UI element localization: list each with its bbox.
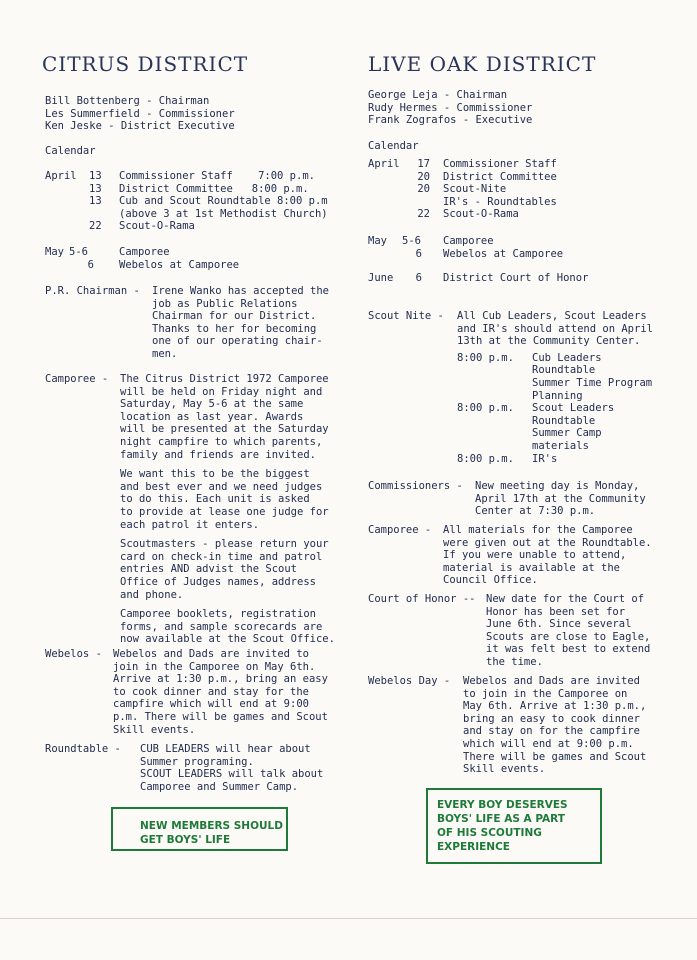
section-label: Webelos Day - bbox=[368, 675, 451, 687]
calendar-row: 13 Cub and Scout Roundtable 8:00 p.m bbox=[89, 195, 328, 208]
boys-life-box-right: EVERY BOY DESERVES BOYS' LIFE AS A PART OF HIS SCOUTING EXPERIENCE bbox=[426, 788, 602, 864]
section-label: Court of Honor -- bbox=[368, 593, 476, 605]
officer-line: Frank Zografos - Executive bbox=[368, 114, 533, 127]
webelos-section: Webelos - Webelos and Dads are invited to join in the Camporee on May 6th. Arrive at 1:30 p.m., bring an easy to cook dinner and stay for the campfire which will end at 9:00 p.m. There will be games and Scout Skill events. bbox=[45, 648, 328, 736]
citrus-officers bbox=[45, 95, 235, 133]
calendar-row: April 13 Commissioner Staff 7:00 p.m. bbox=[45, 170, 315, 182]
citrus-calendar-april bbox=[45, 170, 328, 233]
commissioners-section: Commissioners - New meeting day is Monday, April 17th at the Community Center at 7:30 p.m. bbox=[368, 480, 646, 518]
section-label: P.R. Chairman - bbox=[45, 285, 140, 297]
calendar-row: 20 District Committee bbox=[417, 170, 557, 183]
calendar-row: April 17 Commissioner Staff bbox=[368, 158, 557, 170]
citrus-calendar-label: Calendar bbox=[45, 145, 96, 157]
calendar-row: June 6 District Court of Honor bbox=[368, 272, 589, 284]
section-label: Camporee - bbox=[45, 373, 109, 385]
live-oak-calendar-june bbox=[368, 272, 588, 285]
court-of-honor-section: Court of Honor -- New date for the Court of Honor has been set for June 6th. Since several Scouts are close to Eagle, it was felt best to extend the time. bbox=[368, 593, 651, 668]
pr-chairman-section: P.R. Chairman - Irene Wanko has accepted the job as Public Relations Chairman for our District. Thanks to her for becoming one of our operating chair- men. bbox=[45, 285, 330, 360]
calendar-row: IR's - Roundtables bbox=[443, 195, 557, 208]
officer-line: George Leja - Chairman bbox=[368, 89, 508, 101]
live-oak-calendar-may bbox=[368, 235, 563, 260]
calendar-row: May 5-6 Camporee bbox=[45, 246, 170, 258]
page-bottom-edge bbox=[0, 918, 697, 919]
scout-nite-section: Scout Nite - All Cub Leaders, Scout Leaders and IR's should attend on April 13th at the Community Center. 8:00 p.m. Cub Leaders Roundtable Summer Time Program Planning 8:00 p.m. Scout Leaders Roundtable Summer Camp materials 8:00 p.m. IR's bbox=[368, 310, 653, 465]
calendar-row: 22 Scout-O-Rama bbox=[89, 220, 195, 233]
camporee-section: Camporee - The Citrus District 1972 Camporee will be held on Friday night and Saturday, May 5-6 at the same location as last year. Awards will be presented at the Saturday night campfire to which parents, family and friends are invited. We want this to be the biggest and best ever and we need judges to do this. Each unit is asked to provide at lease one judge for each patrol it enters. Scoutmasters - please return your card on check-in time and patrol entries AND advist the Scout Office of Judges names, address and phone. Camporee booklets, registration forms, and sample scorecards are now available at the Scout Office. bbox=[45, 373, 335, 646]
boys-life-box-left: NEW MEMBERS SHOULD GET BOYS' LIFE bbox=[111, 807, 288, 851]
officer-line: Rudy Hermes - Commissioner bbox=[368, 101, 533, 114]
calendar-row: 6 Webelos at Camporee bbox=[415, 247, 564, 260]
officer-line: Les Summerfield - Commissioner bbox=[45, 107, 235, 120]
live-oak-officers bbox=[368, 89, 532, 127]
section-label: Webelos - bbox=[45, 648, 102, 660]
calendar-row: (above 3 at 1st Methodist Church) bbox=[119, 207, 328, 220]
officer-line: Bill Bottenberg - Chairman bbox=[45, 95, 210, 107]
webelos-day-section: Webelos Day - Webelos and Dads are invited to join in the Camporee on May 6th. Arrive at 1:30 p.m., bring an easy to cook dinner and stay on for the campfire which will end at 9:00 p.m. There will be games and Scout Skill events. bbox=[368, 675, 647, 776]
schedule-item: 8:00 p.m. Cub Leaders bbox=[457, 351, 602, 364]
citrus-district-heading: CITRUS DISTRICT bbox=[42, 52, 249, 76]
section-label: Scout Nite - bbox=[368, 310, 444, 322]
roundtable-section: Roundtable - CUB LEADERS will hear about Summer programing. SCOUT LEADERS will talk about Camporee and Summer Camp. bbox=[45, 743, 324, 793]
schedule-item: 8:00 p.m. IR's bbox=[457, 452, 558, 465]
calendar-row: May 5-6 Camporee bbox=[368, 235, 494, 247]
calendar-row: 13 District Committee 8:00 p.m. bbox=[89, 182, 309, 195]
calendar-row: 22 Scout-O-Rama bbox=[417, 208, 519, 221]
calendar-row: 20 Scout-Nite bbox=[417, 183, 507, 196]
section-label: Camporee - bbox=[368, 524, 432, 536]
citrus-calendar-may bbox=[45, 246, 239, 271]
live-oak-calendar-april bbox=[368, 158, 557, 221]
section-label: Commissioners - bbox=[368, 480, 463, 492]
section-label: Roundtable - bbox=[45, 743, 121, 755]
live-oak-calendar-label: Calendar bbox=[368, 140, 419, 152]
live-oak-district-heading: LIVE OAK DISTRICT bbox=[368, 52, 597, 76]
schedule-item: 8:00 p.m. Scout Leaders bbox=[457, 402, 615, 415]
calendar-row: 6 Webelos at Camporee bbox=[87, 258, 240, 271]
camporee-materials-section: Camporee - All materials for the Camporee were given out at the Roundtable. If you were unable to attend, material is available at the Council Office. bbox=[368, 524, 652, 587]
officer-line: Ken Jeske - District Executive bbox=[45, 120, 235, 133]
